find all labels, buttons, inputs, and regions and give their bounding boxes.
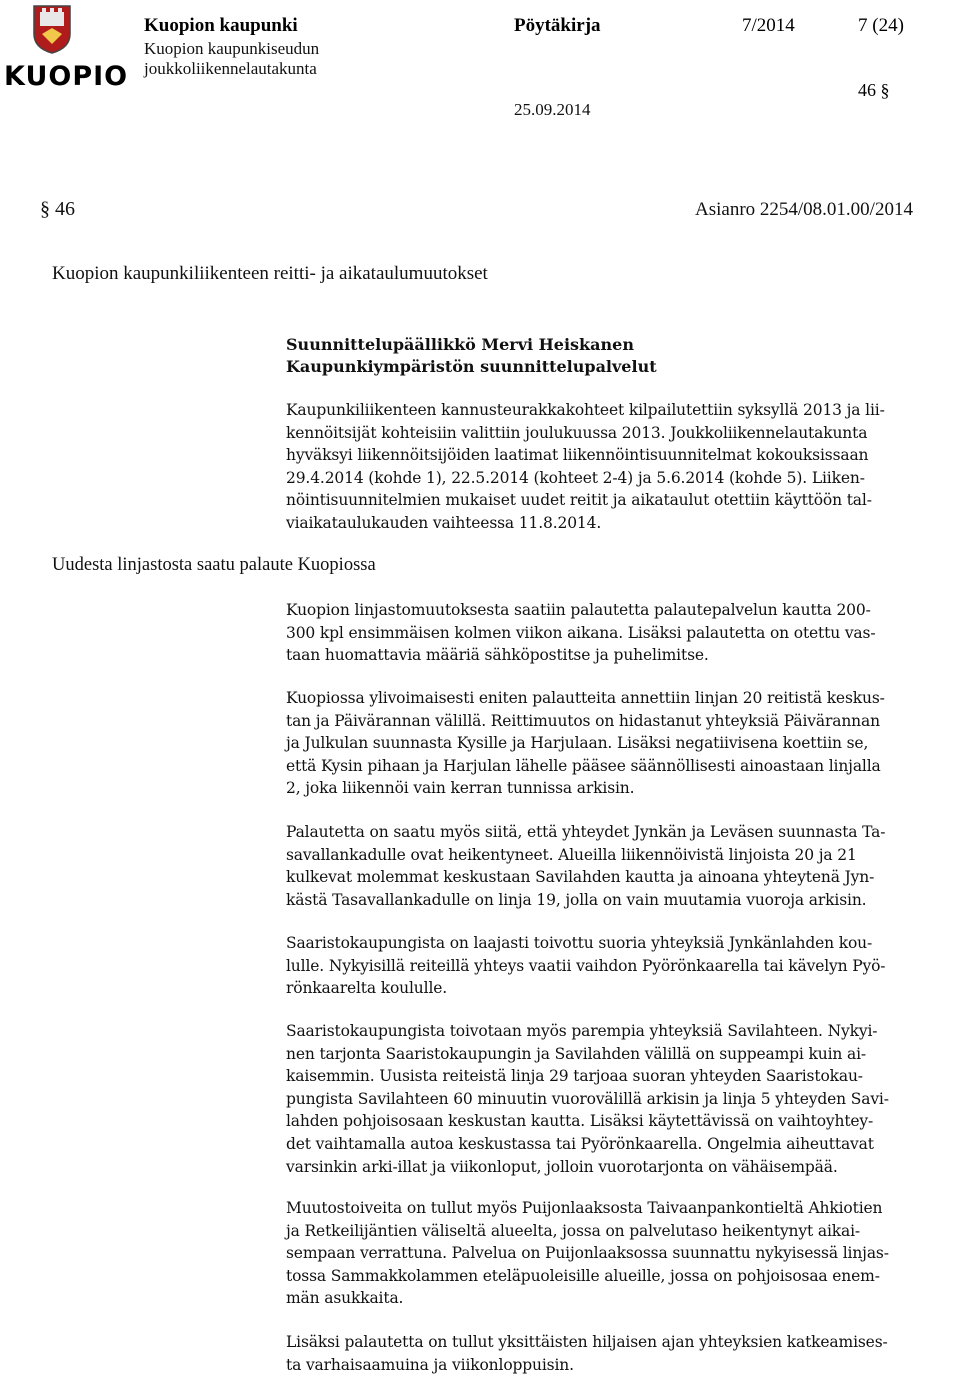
- org-subunit-line1: Kuopion kaupunkiseudun: [144, 39, 320, 58]
- body-paragraph: [286, 687, 952, 800]
- body-line: kaisemmin. Uusista reiteistä linja 29 tarjoaa suoran yhteyden Saaristokau-: [286, 1067, 863, 1086]
- org-name: Kuopion kaupunki: [144, 15, 298, 36]
- body-paragraph: [286, 932, 952, 1000]
- intro-line: viaikataulukauden vaihteessa 11.8.2014.: [286, 513, 602, 532]
- org-subunit-line2: joukkoliikennelautakunta: [144, 59, 317, 78]
- body-line: tan ja Päivärannan välillä. Reittimuutos on hidastanut yhteyksiä Päivärannan: [286, 711, 880, 730]
- intro-line: Kaupunkiliikenteen kannusteurakkakohteet kilpailutettiin syksyllä 2013 ja lii-: [286, 401, 885, 419]
- body-paragraph: [286, 1197, 952, 1310]
- coat-of-arms-icon: [32, 4, 72, 54]
- body-paragraph: [286, 1331, 952, 1376]
- meeting-date: 25.09.2014: [514, 100, 591, 119]
- body-line: Lisäksi palautetta on tullut yksittäisten hiljaisen ajan yhteyksien katkeamises-: [286, 1333, 888, 1351]
- logo-wordmark: KUOPIO: [4, 61, 129, 92]
- body-line: kulkevat molemmat keskustaan Savilahden kautta ja ainoana yhteytenä Jyn-: [286, 868, 875, 887]
- page-number: 7 (24): [858, 15, 904, 36]
- body-line: tossa Sammakkolammen eteläpuoleisille alueille, jossa on pohjoisosaa enem-: [286, 1266, 880, 1285]
- body-line: ta varhaisaamuina ja viikonloppuisin.: [286, 1355, 574, 1374]
- intro-paragraph: [286, 399, 952, 535]
- body-line: 2, joka liikennöi vain kerran tunnissa arkisin.: [286, 779, 635, 798]
- intro-line: nöintisuunnitelmien mukaiset uudet reitit ja aikataulut otettiin käyttöön tal-: [286, 491, 872, 510]
- section-sign-icon: §: [40, 198, 55, 220]
- body-line: Saaristokaupungista toivotaan myös parempia yhteyksiä Savilahteen. Nykyi-: [286, 1022, 878, 1040]
- body-line: ja Retkeilijäntien väliseltä alueelta, jossa on palvelutaso heikentynyt aikai-: [286, 1221, 860, 1240]
- body-line: sempaan verrattuna. Palvelua on Puijonlaaksossa suunnattu nykyisessä linjas-: [286, 1244, 889, 1263]
- case-number: Asianro 2254/08.01.00/2014: [695, 199, 913, 220]
- body-line: nen tarjonta Saaristokaupungin ja Savilahden välillä on suppeampi kuin ai-: [286, 1044, 866, 1063]
- presenter-name: Suunnittelupäällikkö Mervi Heiskanen: [286, 335, 634, 354]
- body-line: Kuopion linjastomuutoksesta saatiin palautetta palautepalvelun kautta 200-: [286, 601, 871, 619]
- body-line: lahden pohjoisosaan keskustan kautta. Lisäksi käytettävissä on vaihtoyhtey-: [286, 1112, 874, 1131]
- header-section-value: 46: [858, 80, 876, 100]
- item-section-number: [40, 198, 75, 221]
- body-line: savallankadulle ovat heikentyneet. Alueilla liikennöivistä linjoista 20 ja 21: [286, 845, 857, 864]
- body-paragraph: [286, 1020, 952, 1178]
- side-heading: Uudesta linjastosta saatu palaute Kuopiossa: [52, 555, 376, 575]
- header-section-number: [858, 78, 890, 102]
- body-paragraph: [286, 821, 952, 911]
- document-type: Pöytäkirja: [514, 15, 601, 36]
- body-paragraph: [286, 599, 952, 667]
- section-sign-icon: §: [880, 80, 890, 100]
- body-line: varsinkin arki-illat ja viikonloput, jolloin vuorotarjonta on vähäisempää.: [286, 1157, 838, 1176]
- item-title: Kuopion kaupunkiliikenteen reitti- ja aikataulumuutokset: [52, 263, 488, 284]
- body-line: rönkaarelta koululle.: [286, 979, 448, 998]
- body-line: lulle. Nykyisillä reiteillä yhteys vaatii vaihdon Pyörönkaarella tai kävelyn Pyö-: [286, 956, 886, 975]
- presenter-unit: Kaupunkiympäristön suunnittelupalvelut: [286, 357, 657, 376]
- body-line: kästä Tasavallankadulle on linja 19, jolla on vain muutamia vuoroja arkisin.: [286, 890, 867, 909]
- body-line: Saaristokaupungista on laajasti toivottu suoria yhteyksiä Jynkänlahden kou-: [286, 934, 873, 952]
- document-number: 7/2014: [742, 15, 795, 36]
- body-line: 300 kpl ensimmäisen kolmen viikon aikana. Lisäksi palautetta on otettu vas-: [286, 623, 876, 642]
- body-line: Palautetta on saatu myös siitä, että yhteydet Jynkän ja Leväsen suunnasta Ta-: [286, 823, 886, 841]
- body-line: Kuopiossa ylivoimaisesti eniten palautteita annettiin linjan 20 reitistä keskus-: [286, 689, 885, 707]
- intro-line: hyväksyi liikennöitsijöiden laatimat liikennöintisuunnitelmat kokouksissaan: [286, 446, 869, 465]
- intro-line: 29.4.2014 (kohde 1), 22.5.2014 (kohteet 2-4) ja 5.6.2014 (kohde 5). Liiken-: [286, 468, 865, 487]
- body-line: män asukkaita.: [286, 1289, 404, 1308]
- body-line: pungista Savilahteen 60 minuutin vuorovälillä arkisin ja linja 5 yhteyden Savi-: [286, 1089, 889, 1108]
- body-line: Muutostoiveita on tullut myös Puijonlaaksosta Taivaanpankontieltä Ahkiotien: [286, 1199, 883, 1217]
- item-section-value: 46: [55, 198, 75, 220]
- body-line: ja Julkulan suunnasta Kysille ja Harjulaan. Lisäksi negatiivisena koettiin se,: [286, 734, 869, 753]
- kuopio-logo: [4, 4, 129, 94]
- body-line: taan huomattavia määriä sähköpostitse ja puhelimitse.: [286, 646, 709, 665]
- intro-line: kennöitsijät kohteisiin valittiin joulukuussa 2013. Joukkoliikennelautakunta: [286, 423, 868, 442]
- body-line: det vaihtamalla autoa keskustassa tai Pyörönkaarella. Ongelmia aiheuttavat: [286, 1134, 874, 1153]
- body-line: että Kysin pihaan ja Harjulan lähelle pääsee säännöllisesti ainoastaan linjalla: [286, 756, 881, 775]
